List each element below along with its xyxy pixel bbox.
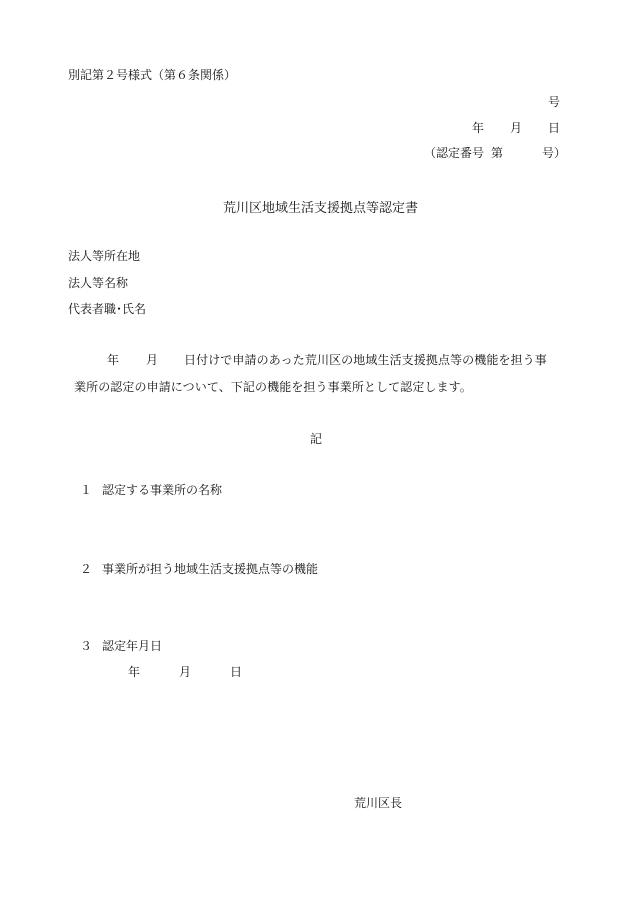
item-1-label: 認定する事業所の名称	[102, 483, 223, 497]
body-month: 月	[146, 353, 159, 367]
cert-number-open: （認定番号	[424, 146, 485, 160]
date-day: 日	[548, 121, 561, 135]
cert-date-month: 月	[179, 665, 192, 679]
name-label: 法人等名称	[68, 276, 129, 290]
ki-marker: 記	[310, 432, 323, 446]
item-1-number: １	[80, 483, 93, 497]
cert-number-dai: 第	[491, 146, 504, 160]
cert-date-year: 年	[128, 665, 141, 679]
item-3-label: 認定年月日	[102, 639, 163, 653]
representative-label: 代表者職･氏名	[68, 302, 147, 316]
body-line2: 業所の認定の申請について、下記の機能を担う事業所として認定します。	[74, 380, 472, 394]
cert-date-day: 日	[230, 665, 243, 679]
number-suffix: 号	[548, 95, 561, 109]
address-label: 法人等所在地	[68, 249, 141, 263]
item-3-number: ３	[80, 639, 93, 653]
item-2-number: ２	[80, 562, 93, 576]
item-2-label: 事業所が担う地域生活支援拠点等の機能	[102, 562, 319, 576]
cert-number-go: 号）	[542, 146, 567, 160]
body-year: 年	[107, 353, 120, 367]
signatory: 荒川区長	[354, 796, 403, 810]
date-year: 年	[472, 121, 485, 135]
document-title: 荒川区地域生活支援拠点等認定書	[223, 201, 419, 216]
form-label: 別記第２号様式（第６条関係）	[68, 68, 237, 82]
date-month: 月	[510, 121, 523, 135]
body-line1: 日付けで申請のあった荒川区の地域生活支援拠点等の機能を担う事	[184, 353, 547, 367]
